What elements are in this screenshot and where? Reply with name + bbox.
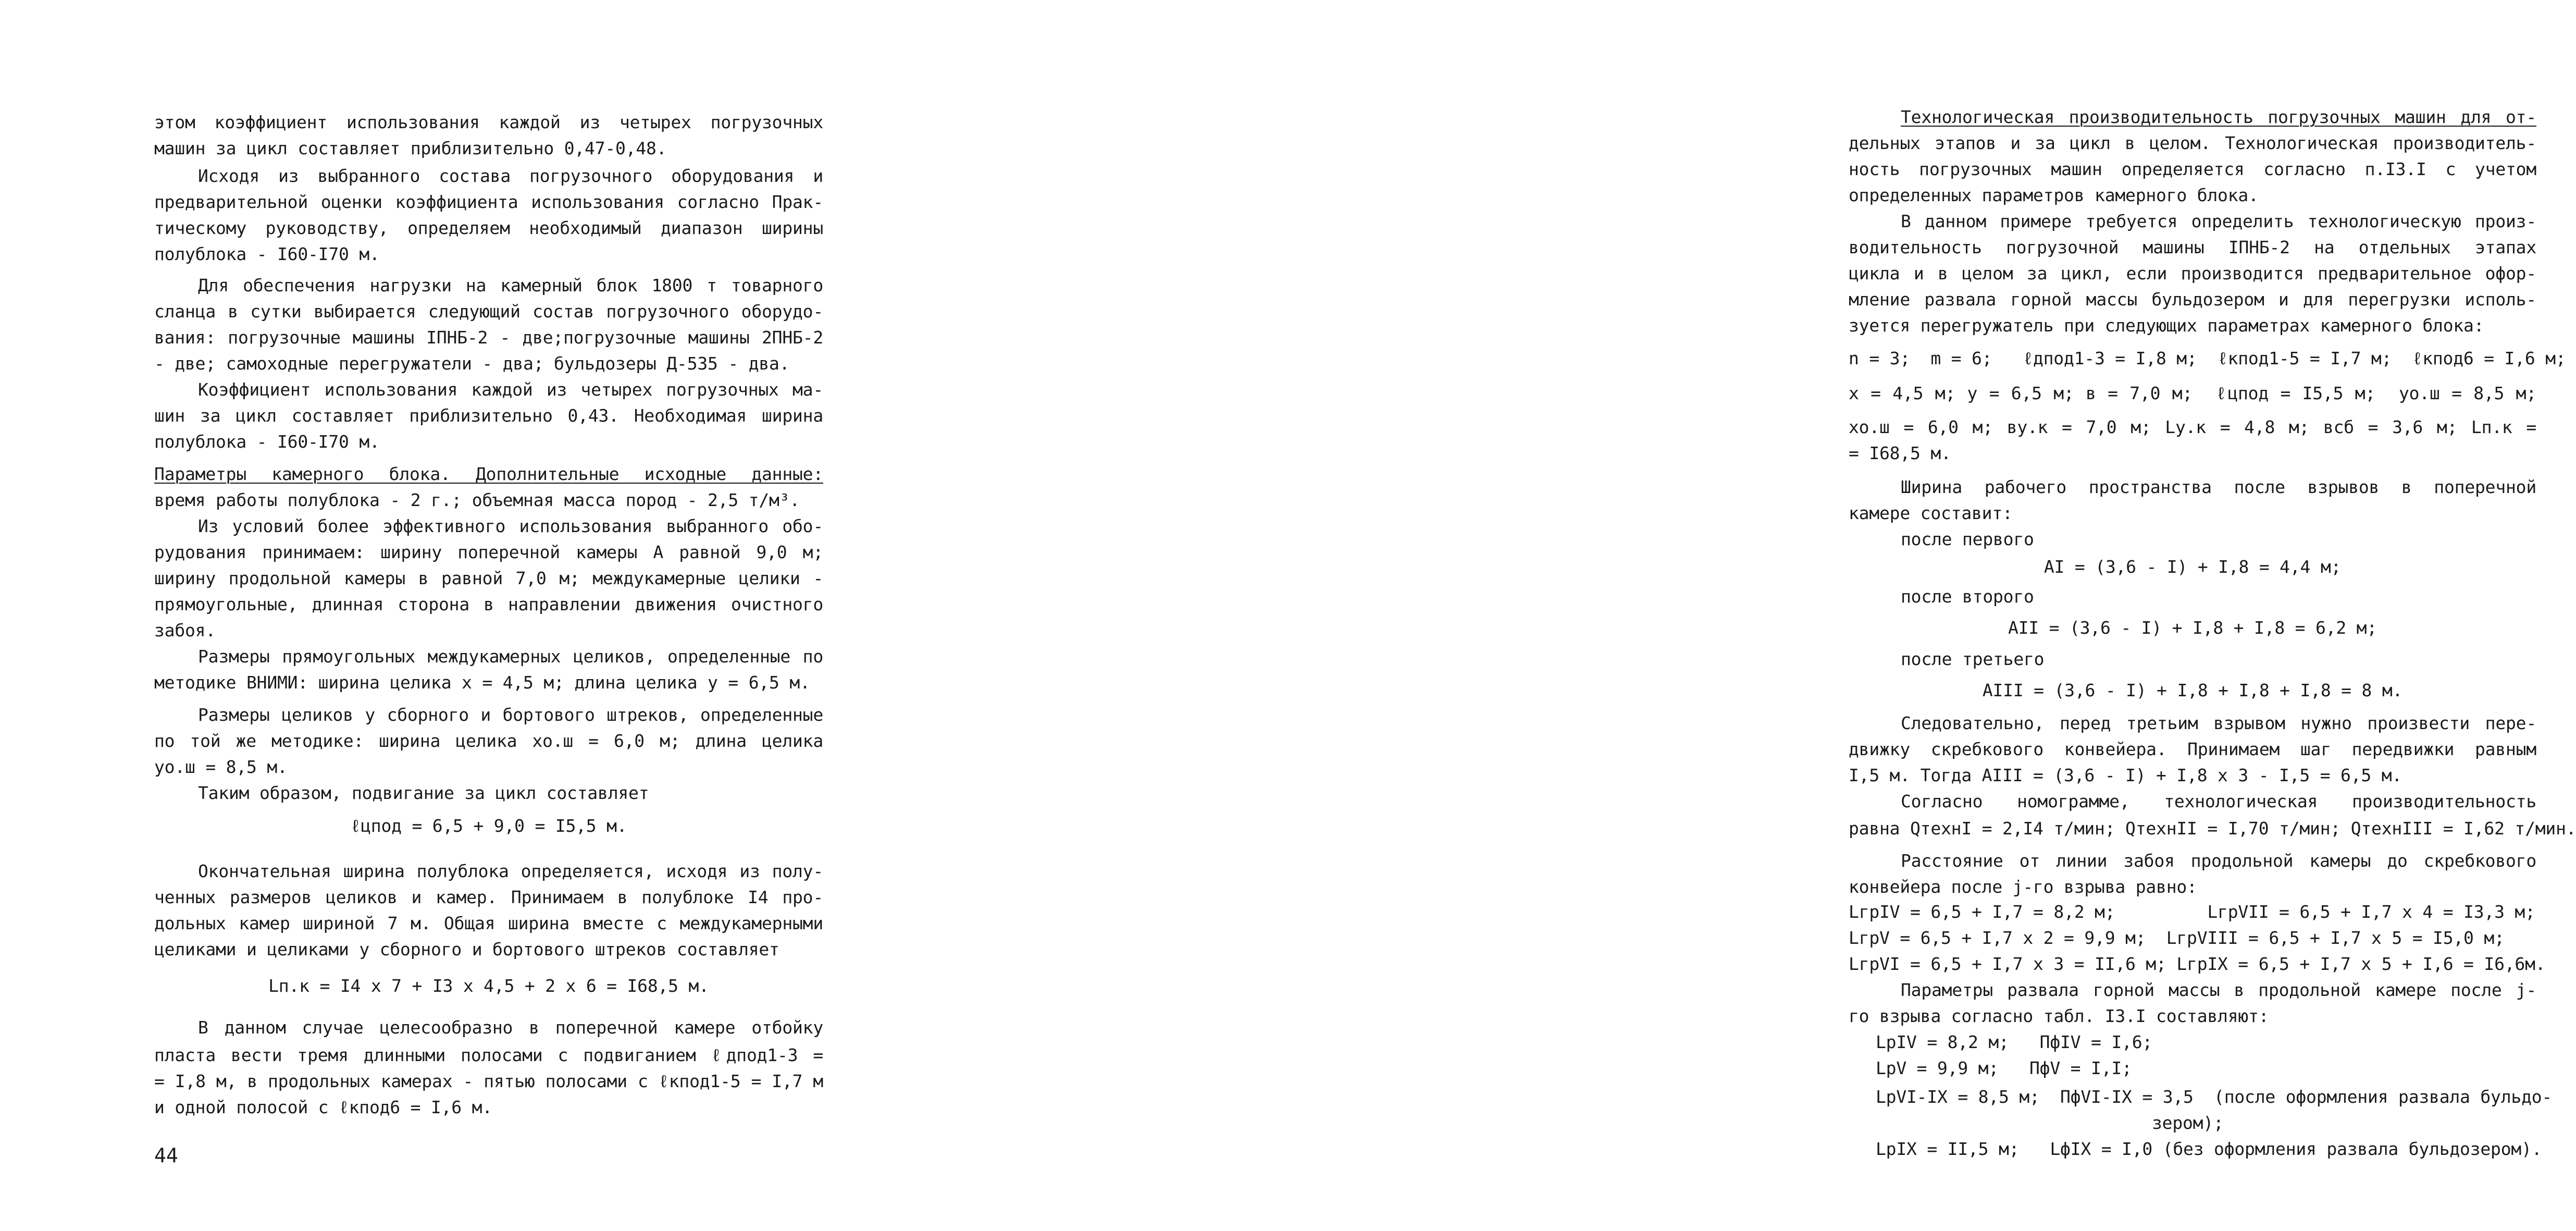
text-line: время работы полублока - 2 г.; объемная масса пород - 2,5 т/м³.: [154, 490, 800, 510]
text-line: определенных параметров камерного блока.: [1849, 185, 2259, 205]
right-page: [886, 0, 2576, 1231]
text-line: го взрыва согласно табл. I3.I составляют:: [1849, 1006, 2269, 1026]
text-line: Согласно номограмме, технологическая производительность: [1901, 791, 2536, 811]
text-line: тическому руководству, определяем необходимый диапазон ширины: [154, 218, 823, 238]
text-line: по той же методике: ширина целика xо.ш = 6,0 м; длина целика: [154, 731, 823, 751]
formula-line: AIII = (3,6 - I) + I,8 + I,8 + I,8 = 8 м.: [1982, 680, 2403, 700]
text-line: равна QтехнI = 2,I4 т/мин; QтехнII = I,70 т/мин; QтехнIII = I,62 т/мин.: [1849, 818, 2576, 839]
text-line: вания: погрузочные машины IПНБ-2 - две;погрузочные машины 2ПНБ-2: [154, 327, 823, 348]
text-line: полублока - I60-I70 м.: [154, 244, 380, 264]
formula-line: Lп.к = I4 x 7 + I3 x 4,5 + 2 x 6 = I68,5 м.: [268, 976, 709, 996]
section-heading-line: Параметры камерного блока. Дополнительные исходные данные:: [154, 464, 823, 484]
page-number: 44: [154, 1144, 178, 1167]
text-line: ность погрузочных машин определяется согласно п.I3.I с учетом: [1849, 159, 2536, 179]
text-line: ченных размеров целиков и камер. Принимаем в полублоке I4 про-: [154, 887, 823, 907]
text-line: после третьего: [1901, 649, 2045, 669]
text-line: водительность погрузочной машины IПНБ-2 на отдельных этапах: [1849, 237, 2536, 257]
text-line: полублока - I60-I70 м.: [154, 432, 380, 452]
text-line: целиками и целиками у сборного и бортового штреков составляет: [154, 939, 779, 959]
text-line: дольных камер шириной 7 м. Общая ширина вместе с междукамерными: [154, 913, 823, 933]
text-line: машин за цикл составляет приблизительно 0,47-0,48.: [154, 138, 667, 158]
text-line: Следовательно, перед третьим взрывом нужно произвести пере-: [1901, 713, 2536, 733]
text-line: после второго: [1901, 586, 2034, 607]
formula-line: LгрIV = 6,5 + I,7 = 8,2 м; LгрVII = 6,5 + I,7 x 4 = I3,3 м;: [1849, 902, 2535, 922]
text-line: методике ВНИМИ: ширина целика x = 4,5 м; длина целика y = 6,5 м.: [154, 672, 810, 693]
text-line: I,5 м. Тогда AIII = (3,6 - I) + I,8 x 3 - I,5 = 6,5 м.: [1849, 765, 2402, 785]
formula-line: LгрVI = 6,5 + I,7 x 3 = II,6 м; LгрIX = 6,5 + I,7 x 5 + I,6 = I6,6м.: [1849, 954, 2546, 974]
text-line: - две; самоходные перегружатели - два; бульдозеры Д-535 - два.: [154, 353, 790, 374]
text-line: Окончательная ширина полублока определяется, исходя из полу-: [198, 861, 823, 881]
text-line: Из условий более эффективного использования выбранного обо-: [198, 516, 823, 536]
text-line: после первого: [1901, 529, 2034, 549]
parameter-line: x = 4,5 м; y = 6,5 м; в = 7,0 м; ℓцпод = I5,5 м; yо.ш = 8,5 м;: [1849, 383, 2536, 403]
parameter-line: n = 3; m = 6; ℓдпод1-3 = I,8 м; ℓкпод1-5 = I,7 м; ℓкпод6 = I,6 м;: [1849, 348, 2566, 368]
text-line: предварительной оценки коэффициента использования согласно Прак-: [154, 192, 823, 212]
formula-line: ℓцпод = 6,5 + 9,0 = I5,5 м.: [350, 816, 627, 836]
text-line: Расстояние от линии забоя продольной камеры до скребкового: [1901, 851, 2536, 871]
text-line: Размеры прямоугольных междукамерных целиков, определенные по: [198, 646, 823, 667]
text-line: В данном примере требуется определить технологическую произ-: [1901, 211, 2536, 231]
text-line: этом коэффициент использования каждой из четырех погрузочных: [154, 112, 823, 132]
text-line: yо.ш = 8,5 м.: [154, 757, 288, 777]
text-line: сланца в сутки выбирается следующий состав погрузочного оборудо-: [154, 301, 823, 322]
text-line: В данном случае целесообразно в поперечной камере отбойку: [198, 1017, 823, 1038]
formula-line: AII = (3,6 - I) + I,8 + I,8 = 6,2 м;: [2008, 618, 2377, 638]
text-line: Коэффициент использования каждой из четырех погрузочных ма-: [198, 379, 823, 400]
formula-line: LрIX = II,5 м; LфIX = I,0 (без оформления развала бульдозером).: [1876, 1139, 2542, 1159]
formula-line: AI = (3,6 - I) + I,8 = 4,4 м;: [2044, 557, 2342, 577]
text-line: движку скребкового конвейера. Принимаем шаг передвижки равным: [1849, 739, 2536, 759]
text-line: Исходя из выбранного состава погрузочного оборудования и: [198, 166, 823, 186]
formula-line: LгрV = 6,5 + I,7 x 2 = 9,9 м; LгрVIII = 6,5 + I,7 x 5 = I5,0 м;: [1849, 928, 2505, 948]
text-line: рудования принимаем: ширину поперечной камеры A равной 9,0 м;: [154, 542, 823, 562]
section-heading-line: Технологическая производительность погрузочных машин для от-: [1901, 107, 2536, 127]
text-line: Параметры развала горной массы в продольной камере после j-: [1901, 980, 2536, 1000]
text-line: конвейера после j-го взрыва равно:: [1849, 877, 2197, 897]
left-page: [0, 0, 886, 1231]
formula-line: LрIV = 8,2 м; ПфIV = I,6;: [1876, 1032, 2153, 1052]
text-line: Таким образом, подвигание за цикл составляет: [198, 783, 649, 803]
text-line: забоя.: [154, 620, 216, 641]
text-line: зуется перегружатель при следующих параметрах камерного блока:: [1849, 315, 2484, 336]
text-line: Размеры целиков у сборного и бортового штреков, определенные: [198, 705, 823, 725]
text-line: цикла и в целом за цикл, если производится предварительное офор-: [1849, 263, 2536, 284]
formula-line: LрVI-IX = 8,5 м; ПфVI-IX = 3,5 (после оформления развала бульдо-: [1876, 1087, 2553, 1107]
text-line: дельных этапов и за цикл в целом. Технологическая производитель-: [1849, 133, 2536, 153]
parameter-line: = I68,5 м.: [1849, 443, 1951, 463]
text-line: и одной полосой с ℓкпод6 = I,6 м.: [154, 1097, 492, 1117]
text-line: пласта вести тремя длинными полосами с подвиганием ℓдпод1-3 =: [154, 1045, 823, 1065]
text-line: Для обеспечения нагрузки на камерный блок 1800 т товарного: [198, 275, 823, 296]
text-line: = I,8 м, в продольных камерах - пятью полосами с ℓкпод1-5 = I,7 м: [154, 1071, 823, 1091]
text-line: ширину продольной камеры в равной 7,0 м; междукамерные целики -: [154, 568, 823, 588]
parameter-line: xо.ш = 6,0 м; ву.к = 7,0 м; Lу.к = 4,8 м; всб = 3,6 м; Lп.к =: [1849, 417, 2536, 437]
text-line: камере составит:: [1849, 503, 2013, 523]
text-line: зером);: [2152, 1113, 2224, 1133]
text-line: шин за цикл составляет приблизительно 0,43. Необходимая ширина: [154, 405, 823, 426]
text-line: прямоугольные, длинная сторона в направлении движения очистного: [154, 594, 823, 614]
text-line: Ширина рабочего пространства после взрывов в поперечной: [1901, 477, 2536, 497]
formula-line: LрV = 9,9 м; ПфV = I,I;: [1876, 1058, 2132, 1078]
text-line: мление развала горной массы бульдозером и для перегрузки исполь-: [1849, 289, 2536, 310]
